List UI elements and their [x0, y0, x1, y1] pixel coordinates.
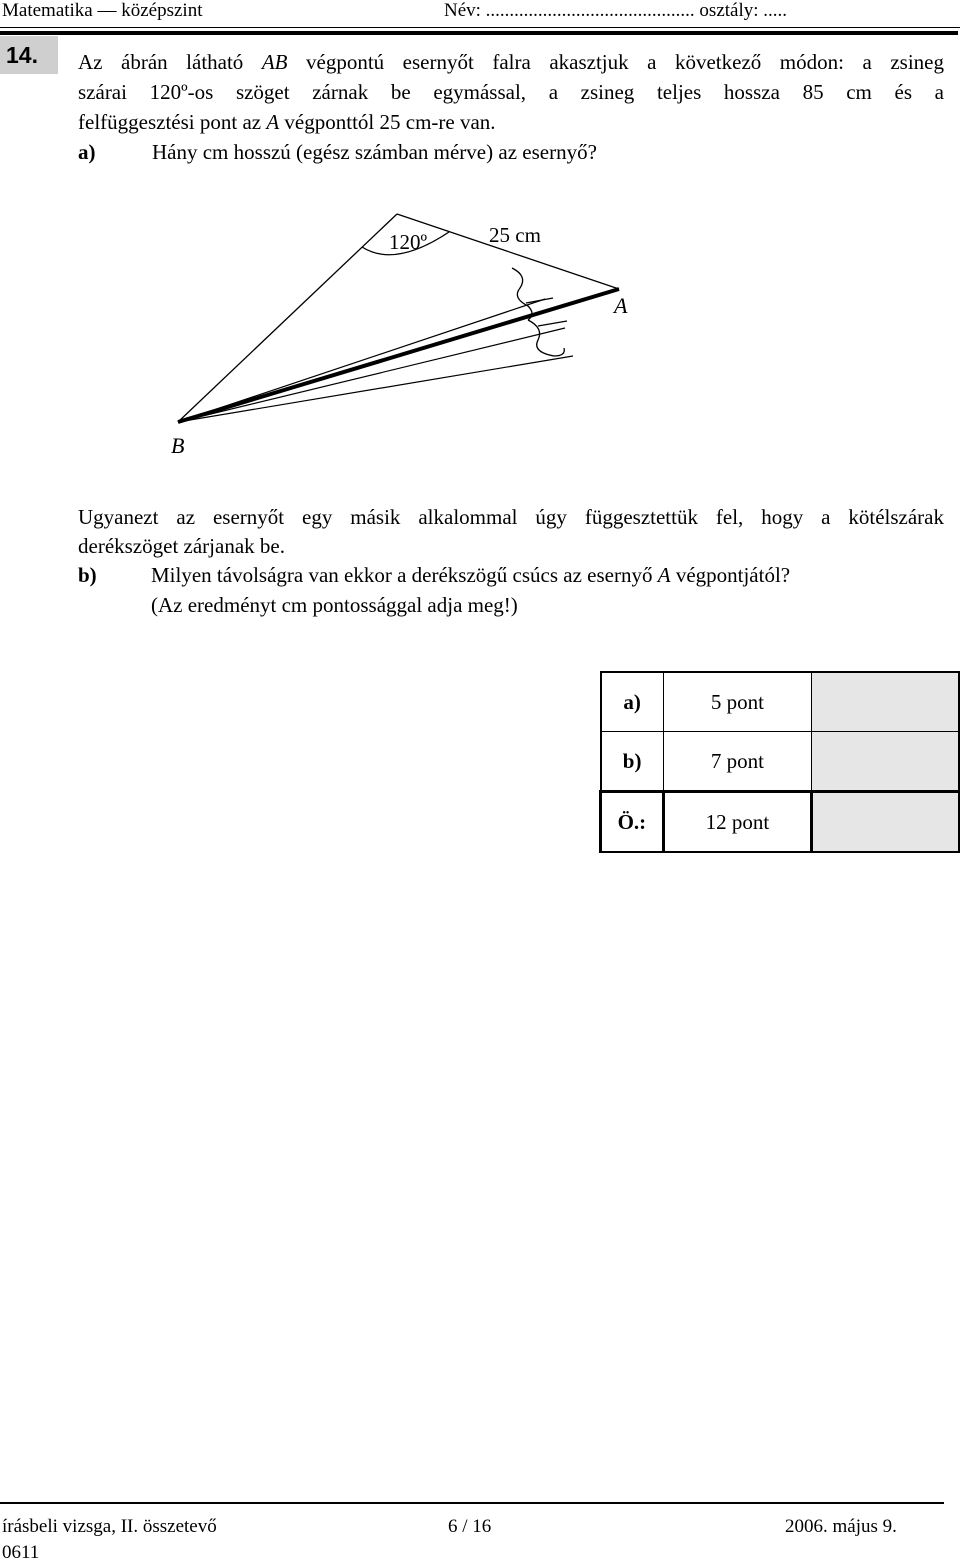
part-a-question: Hány cm hosszú (egész számban mérve) az esernyő?	[152, 140, 597, 164]
footer-left: írásbeli vizsga, II. összetevő	[2, 1516, 217, 1537]
umbrella-figure	[0, 190, 960, 490]
intro-line-2: szárai 120º-os szöget zárnak be egymással, a zsineg teljes hossza 85 cm és a	[78, 80, 944, 104]
brace-lower	[528, 320, 564, 356]
header-name-field: Név: ............................................ osztály: .....	[444, 0, 788, 21]
point-b-label: B	[171, 433, 185, 458]
tick-2	[538, 321, 567, 326]
footer-rule	[0, 1502, 944, 1504]
brace-upper	[512, 268, 532, 320]
point-a-label: A	[614, 293, 628, 318]
score-row-a	[601, 672, 960, 732]
intro-line-3: felfüggesztési pont az A végponttól 25 cm-re van.	[78, 110, 496, 134]
score-part-label: b)	[601, 732, 664, 792]
score-points: 5 pont	[663, 672, 811, 732]
second-line-1: Ugyanezt az esernyőt egy másik alkalommal úgy függesztettük fel, hogy a kötélszárak	[78, 505, 944, 529]
score-entry-cell[interactable]	[812, 672, 960, 732]
score-entry-cell[interactable]	[812, 732, 960, 792]
part-a-label: a)	[78, 140, 96, 164]
part-b-question-1: Milyen távolságra van ekkor a derékszögű csúcs az esernyő A végpontjától?	[151, 563, 791, 587]
tick-1	[526, 298, 553, 303]
score-points: 7 pont	[663, 732, 811, 792]
footer-date: 2006. május 9.	[785, 1516, 897, 1537]
intro-line-1: Az ábrán látható AB végpontú esernyőt falra akasztjuk a következő módon: a zsineg	[78, 50, 944, 74]
score-part-label: a)	[601, 672, 664, 732]
fan-line-2	[178, 328, 565, 422]
score-total-entry-cell[interactable]	[812, 792, 960, 853]
header-rule	[0, 27, 960, 28]
fan-line-1	[178, 299, 545, 422]
score-row-total	[601, 792, 960, 853]
question-number-box	[0, 36, 58, 74]
score-total-points: 12 pont	[663, 792, 811, 853]
question-number: 14.	[6, 42, 38, 68]
footer-code: 0611	[2, 1542, 40, 1563]
question-rule	[0, 31, 958, 35]
part-b-label: b)	[78, 563, 97, 587]
header-subject: Matematika — középszint	[2, 0, 203, 21]
score-table	[599, 671, 960, 853]
length-label: 25 cm	[489, 223, 541, 247]
angle-label: 120º	[389, 230, 428, 254]
score-total-label: Ö.:	[601, 792, 664, 853]
footer-page: 6 / 16	[448, 1516, 492, 1537]
score-row-b	[601, 732, 960, 792]
second-line-2: derékszöget zárjanak be.	[78, 534, 285, 558]
part-b-question-2: (Az eredményt cm pontossággal adja meg!)	[151, 593, 518, 617]
